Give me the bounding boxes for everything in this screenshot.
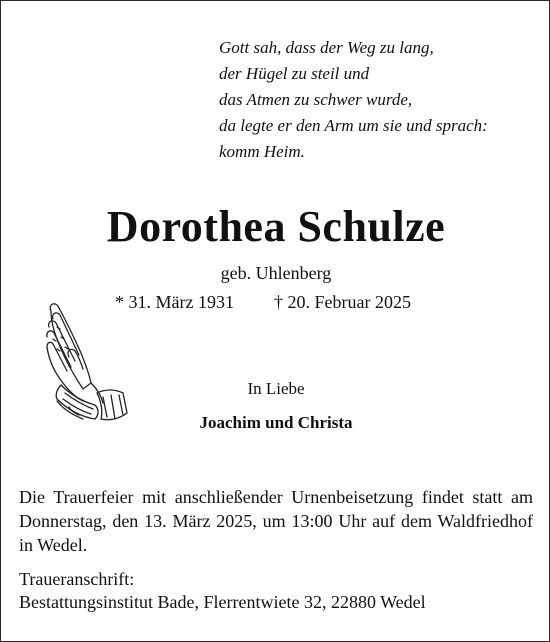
deceased-name: Dorothea Schulze (106, 202, 446, 251)
poem-line: das Atmen zu schwer wurde, (219, 90, 413, 109)
poem-line: komm Heim. (219, 142, 305, 161)
poem-line: Gott sah, dass der Weg zu lang, (219, 38, 434, 57)
service-details: Die Trauerfeier mit anschließender Urnenbeisetzung findet statt am Donnerstag, den 13. März 2025, um 13:00 Uhr auf dem Waldfriedhof in Wedel. (19, 487, 533, 555)
mourners-names: Joachim und Christa (199, 413, 353, 432)
poem-line: da legte er den Arm um sie und sprach: (219, 116, 488, 135)
death-date: † 20. Februar 2025 (274, 292, 411, 312)
birth-date: * 31. März 1931 (115, 292, 234, 312)
poem (219, 35, 539, 165)
praying-hands-icon (39, 297, 135, 425)
maiden-name: geb. Uhlenberg (220, 263, 332, 283)
poem-line: der Hügel zu steil und (219, 64, 370, 83)
mourners-intro: In Liebe (247, 379, 305, 398)
address-label: Traueranschrift: (19, 569, 135, 589)
address-text: Bestattungsinstitut Bade, Flerrentwiete 32, 22880 Wedel (19, 592, 426, 612)
